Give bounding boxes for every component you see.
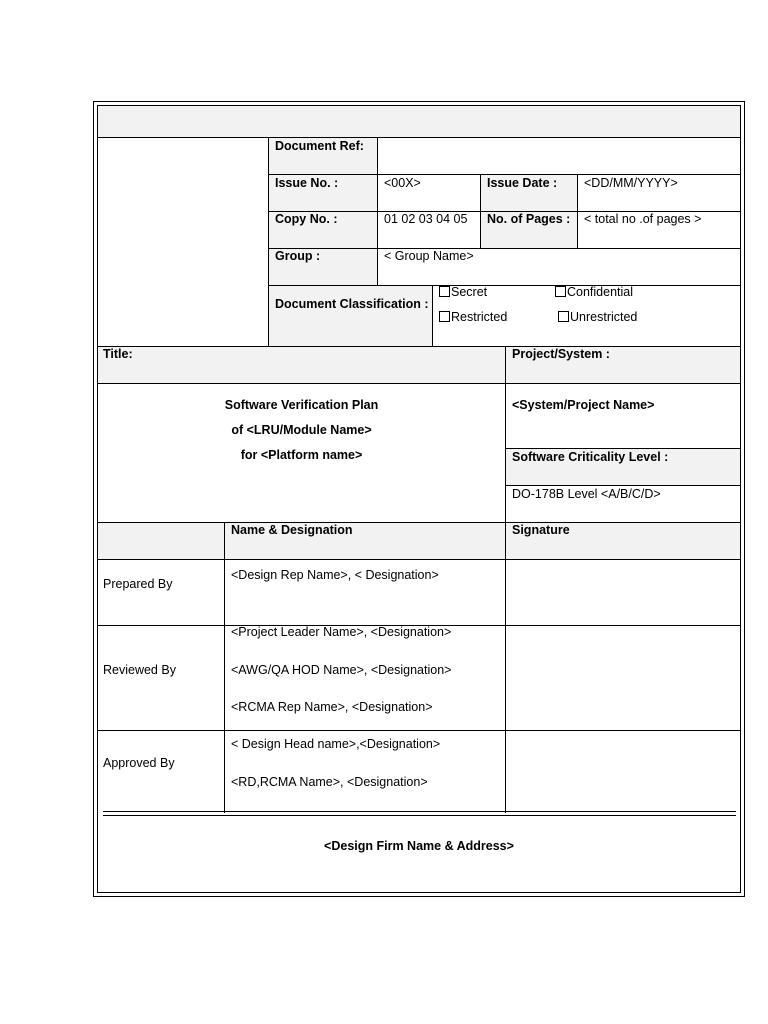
criticality-label: Software Criticality Level : — [512, 450, 669, 464]
signature-header: Signature — [512, 523, 570, 537]
issue-date-value: <DD/MM/YYYY> — [584, 176, 678, 190]
approved-by-entry: <RD,RCMA Name>, <Designation> — [231, 775, 428, 789]
document-title-line: Software Verification Plan — [224, 398, 379, 412]
project-value: <System/Project Name> — [512, 398, 655, 412]
col-line — [377, 137, 378, 285]
checkbox-icon[interactable] — [439, 311, 450, 322]
col-line — [505, 346, 506, 813]
col-line — [268, 137, 269, 346]
project-label: Project/System : — [512, 347, 610, 361]
approved-by-label: Approved By — [103, 756, 175, 770]
copy-no-value: 01 02 03 04 05 — [384, 212, 468, 226]
row-line — [98, 730, 740, 731]
col-line — [480, 174, 481, 248]
reviewed-by-entry: <RCMA Rep Name>, <Designation> — [231, 700, 433, 714]
row-line — [268, 174, 740, 175]
classification-option-confidential[interactable] — [555, 285, 633, 300]
name-designation-header: Name & Designation — [231, 523, 353, 537]
reviewed-by-label: Reviewed By — [103, 663, 176, 677]
group-label: Group : — [275, 249, 321, 263]
checkbox-icon[interactable] — [555, 286, 566, 297]
no-of-pages-value: < total no .of pages > — [584, 212, 702, 226]
prepared-by-entry: <Design Rep Name>, < Designation> — [231, 568, 439, 582]
title-label: Title: — [103, 347, 133, 361]
row-line — [505, 448, 740, 449]
checkbox-icon[interactable] — [439, 286, 450, 297]
row-line — [98, 383, 740, 384]
row-line — [505, 485, 740, 486]
classification-label-cell — [268, 285, 432, 346]
no-of-pages-label: No. of Pages : — [487, 212, 571, 226]
title-label-cell — [98, 346, 505, 383]
row-line — [98, 346, 740, 347]
design-firm-footer: <Design Firm Name & Address> — [324, 839, 514, 853]
group-value: < Group Name> — [384, 249, 474, 263]
col-line — [224, 522, 225, 813]
row-line — [268, 285, 740, 286]
issue-no-value: <00X> — [384, 176, 421, 190]
option-label: Confidential — [567, 285, 634, 299]
prepared-by-label: Prepared By — [103, 577, 173, 591]
option-label: Secret — [451, 285, 488, 299]
classification-label: Document Classification : — [275, 297, 429, 311]
checkbox-icon[interactable] — [558, 311, 569, 322]
row-line — [98, 522, 740, 523]
top-band — [98, 106, 740, 137]
double-rule — [103, 815, 736, 816]
copy-no-label: Copy No. : — [275, 212, 338, 226]
reviewed-by-entry: <Project Leader Name>, <Designation> — [231, 625, 452, 639]
document-title-line: for <Platform name> — [240, 448, 363, 462]
criticality-value: DO-178B Level <A/B/C/D> — [512, 487, 661, 501]
row-line — [98, 137, 740, 138]
issue-date-label: Issue Date : — [487, 176, 558, 190]
col-line — [432, 285, 433, 346]
document-ref-label: Document Ref: — [275, 139, 364, 153]
document-title-line: of <LRU/Module Name> — [231, 423, 372, 437]
classification-option-restricted[interactable] — [439, 310, 507, 325]
option-label: Unrestricted — [570, 310, 638, 324]
reviewed-by-entry: <AWG/QA HOD Name>, <Designation> — [231, 663, 452, 677]
approvals-header-row — [98, 522, 740, 559]
col-line — [577, 174, 578, 248]
classification-option-secret[interactable] — [439, 285, 487, 300]
classification-option-unrestricted[interactable] — [558, 310, 637, 325]
row-line — [98, 559, 740, 560]
issue-no-label: Issue No. : — [275, 176, 339, 190]
double-rule — [103, 811, 736, 812]
approved-by-entry: < Design Head name>,<Designation> — [231, 737, 441, 751]
option-label: Restricted — [451, 310, 508, 324]
row-line — [268, 248, 740, 249]
